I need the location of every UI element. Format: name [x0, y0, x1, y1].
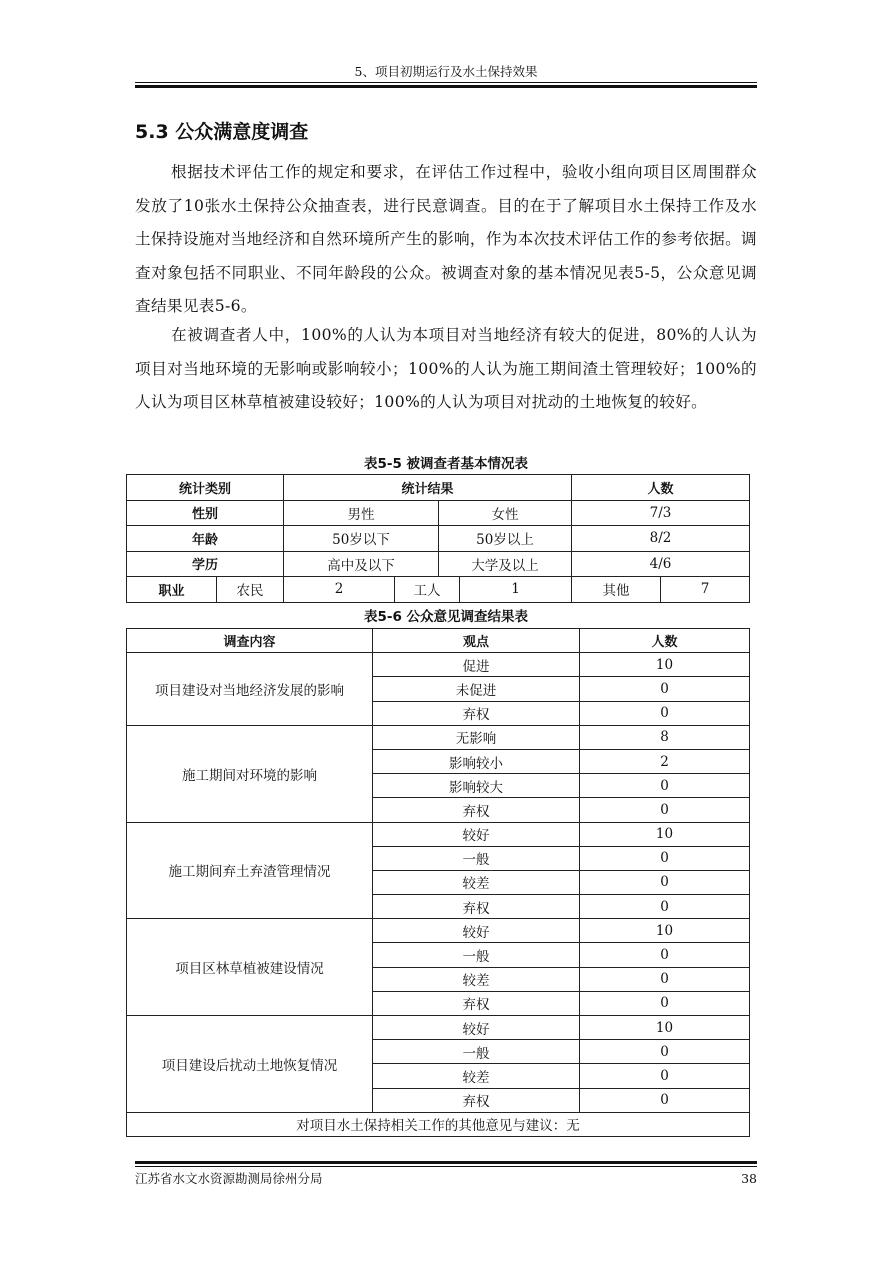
row-label-gender: 性别	[127, 500, 284, 526]
count-cell: 0	[580, 774, 750, 798]
count-cell: 10	[580, 1016, 750, 1040]
cell-other: 其他	[572, 577, 661, 603]
running-header: 5、项目初期运行及水土保持效果	[354, 64, 538, 79]
section-title: 5.3 公众满意度调查	[135, 121, 309, 143]
cell-farmer: 农民	[217, 577, 284, 603]
table-row	[127, 653, 750, 677]
opinion-cell: 较差	[373, 1064, 580, 1088]
count-cell: 0	[580, 1064, 750, 1088]
opinion-cell: 弃权	[373, 991, 580, 1015]
table-5-6-body	[127, 629, 750, 1137]
header-content: 调查内容	[127, 629, 373, 653]
count-cell: 10	[580, 919, 750, 943]
table-5-5	[126, 474, 750, 603]
cell-worker: 工人	[413, 583, 441, 600]
table-row	[127, 629, 750, 653]
page-number: 38	[741, 1171, 757, 1186]
paragraph-2: 在被调查者人中，100%的人认为本项目对当地经济有较大的促进，80%的人认为项目对当地环境的无影响或影响较小；100%的人认为施工期间渣土管理较好；100%的人认为项目区林草植被建设较好；100%的人认为项目对扰动的土地恢复的较好。	[135, 326, 757, 411]
opinion-cell: 弃权	[373, 701, 580, 725]
header-category: 统计类别	[127, 475, 284, 501]
opinion-cell: 较好	[373, 1016, 580, 1040]
footer-rule-thick	[135, 1161, 757, 1164]
cell-education-count: 4/6	[572, 551, 750, 577]
table-row	[127, 1016, 750, 1040]
table-row	[127, 822, 750, 846]
opinion-cell: 影响较小	[373, 749, 580, 773]
count-cell: 0	[580, 677, 750, 701]
count-cell: 0	[580, 798, 750, 822]
cell-gender-a: 男性	[284, 500, 439, 526]
survey-content-cell: 项目建设对当地经济发展的影响	[127, 653, 373, 726]
survey-content-cell: 施工期间对环境的影响	[127, 725, 373, 822]
count-cell: 2	[580, 749, 750, 773]
opinion-cell: 弃权	[373, 798, 580, 822]
opinion-cell: 未促进	[373, 677, 580, 701]
count-cell: 0	[580, 943, 750, 967]
table-row	[127, 551, 750, 577]
header-result: 统计结果	[284, 475, 572, 501]
opinion-cell: 弃权	[373, 895, 580, 919]
paragraph-1: 根据技术评估工作的规定和要求，在评估工作过程中，验收小组向项目区周围群众发放了10张水土保持公众抽查表，进行民意调查。目的在于了解项目水土保持工作及水土保持设施对当地经济和自然环境所产生的影响，作为本次技术评估工作的参考依据。调查对象包括不同职业、不同年龄段的公众。被调查对象的基本情况见表5-5，公众意见调查结果见表5-6。	[135, 163, 757, 315]
cell-gender-b: 女性	[439, 500, 572, 526]
opinion-cell: 影响较大	[373, 774, 580, 798]
cell-worker-count: 1	[511, 581, 520, 598]
opinion-cell: 较差	[373, 870, 580, 894]
header-rule-thin	[135, 82, 757, 83]
cell-education-a: 高中及以下	[284, 551, 439, 577]
table-row	[127, 1112, 750, 1136]
table-row	[127, 526, 750, 552]
opinion-cell: 一般	[373, 1040, 580, 1064]
survey-content-cell: 项目区林草植被建设情况	[127, 919, 373, 1016]
cell-gender-count: 7/3	[572, 500, 750, 526]
table-5-5-caption: 表5-5 被调查者基本情况表	[363, 456, 529, 472]
cell-age-a: 50岁以下	[284, 526, 439, 552]
table-row	[127, 919, 750, 943]
cell-worker-pair	[395, 577, 572, 603]
count-cell: 0	[580, 870, 750, 894]
count-cell: 0	[580, 1088, 750, 1112]
count-cell: 0	[580, 991, 750, 1015]
opinion-cell: 较好	[373, 919, 580, 943]
header-rule-thick	[135, 85, 757, 88]
count-cell: 8	[580, 725, 750, 749]
header-count: 人数	[572, 475, 750, 501]
count-cell: 0	[580, 895, 750, 919]
cell-age-b: 50岁以上	[439, 526, 572, 552]
table-5-6	[126, 628, 750, 1137]
count-cell: 0	[580, 701, 750, 725]
header-count: 人数	[580, 629, 750, 653]
opinion-cell: 弃权	[373, 1088, 580, 1112]
cell-education-b: 大学及以上	[439, 551, 572, 577]
table-row	[127, 725, 750, 749]
count-cell: 0	[580, 1040, 750, 1064]
count-cell: 0	[580, 846, 750, 870]
footer-rule-thin	[135, 1166, 757, 1167]
table-row	[127, 577, 750, 603]
cell-farmer-count: 2	[284, 577, 395, 603]
opinion-cell: 无影响	[373, 725, 580, 749]
opinion-cell: 一般	[373, 943, 580, 967]
row-label-age: 年龄	[127, 526, 284, 552]
survey-content-cell: 项目建设后扰动土地恢复情况	[127, 1016, 373, 1113]
count-cell: 10	[580, 653, 750, 677]
row-label-occupation: 职业	[127, 577, 217, 603]
other-opinions-note: 对项目水土保持相关工作的其他意见与建议：无	[127, 1112, 750, 1136]
survey-content-cell: 施工期间弃土弃渣管理情况	[127, 822, 373, 919]
opinion-cell: 较差	[373, 967, 580, 991]
count-cell: 0	[580, 967, 750, 991]
opinion-cell: 较好	[373, 822, 580, 846]
footer-organization: 江苏省水文水资源勘测局徐州分局	[135, 1171, 323, 1186]
count-cell: 10	[580, 822, 750, 846]
cell-age-count: 8/2	[572, 526, 750, 552]
cell-other-count: 7	[661, 577, 750, 603]
table-row	[127, 500, 750, 526]
table-5-6-caption: 表5-6 公众意见调查结果表	[363, 609, 529, 625]
header-view: 观点	[373, 629, 580, 653]
opinion-cell: 促进	[373, 653, 580, 677]
table-row	[127, 475, 750, 501]
opinion-cell: 一般	[373, 846, 580, 870]
row-label-education: 学历	[127, 551, 284, 577]
